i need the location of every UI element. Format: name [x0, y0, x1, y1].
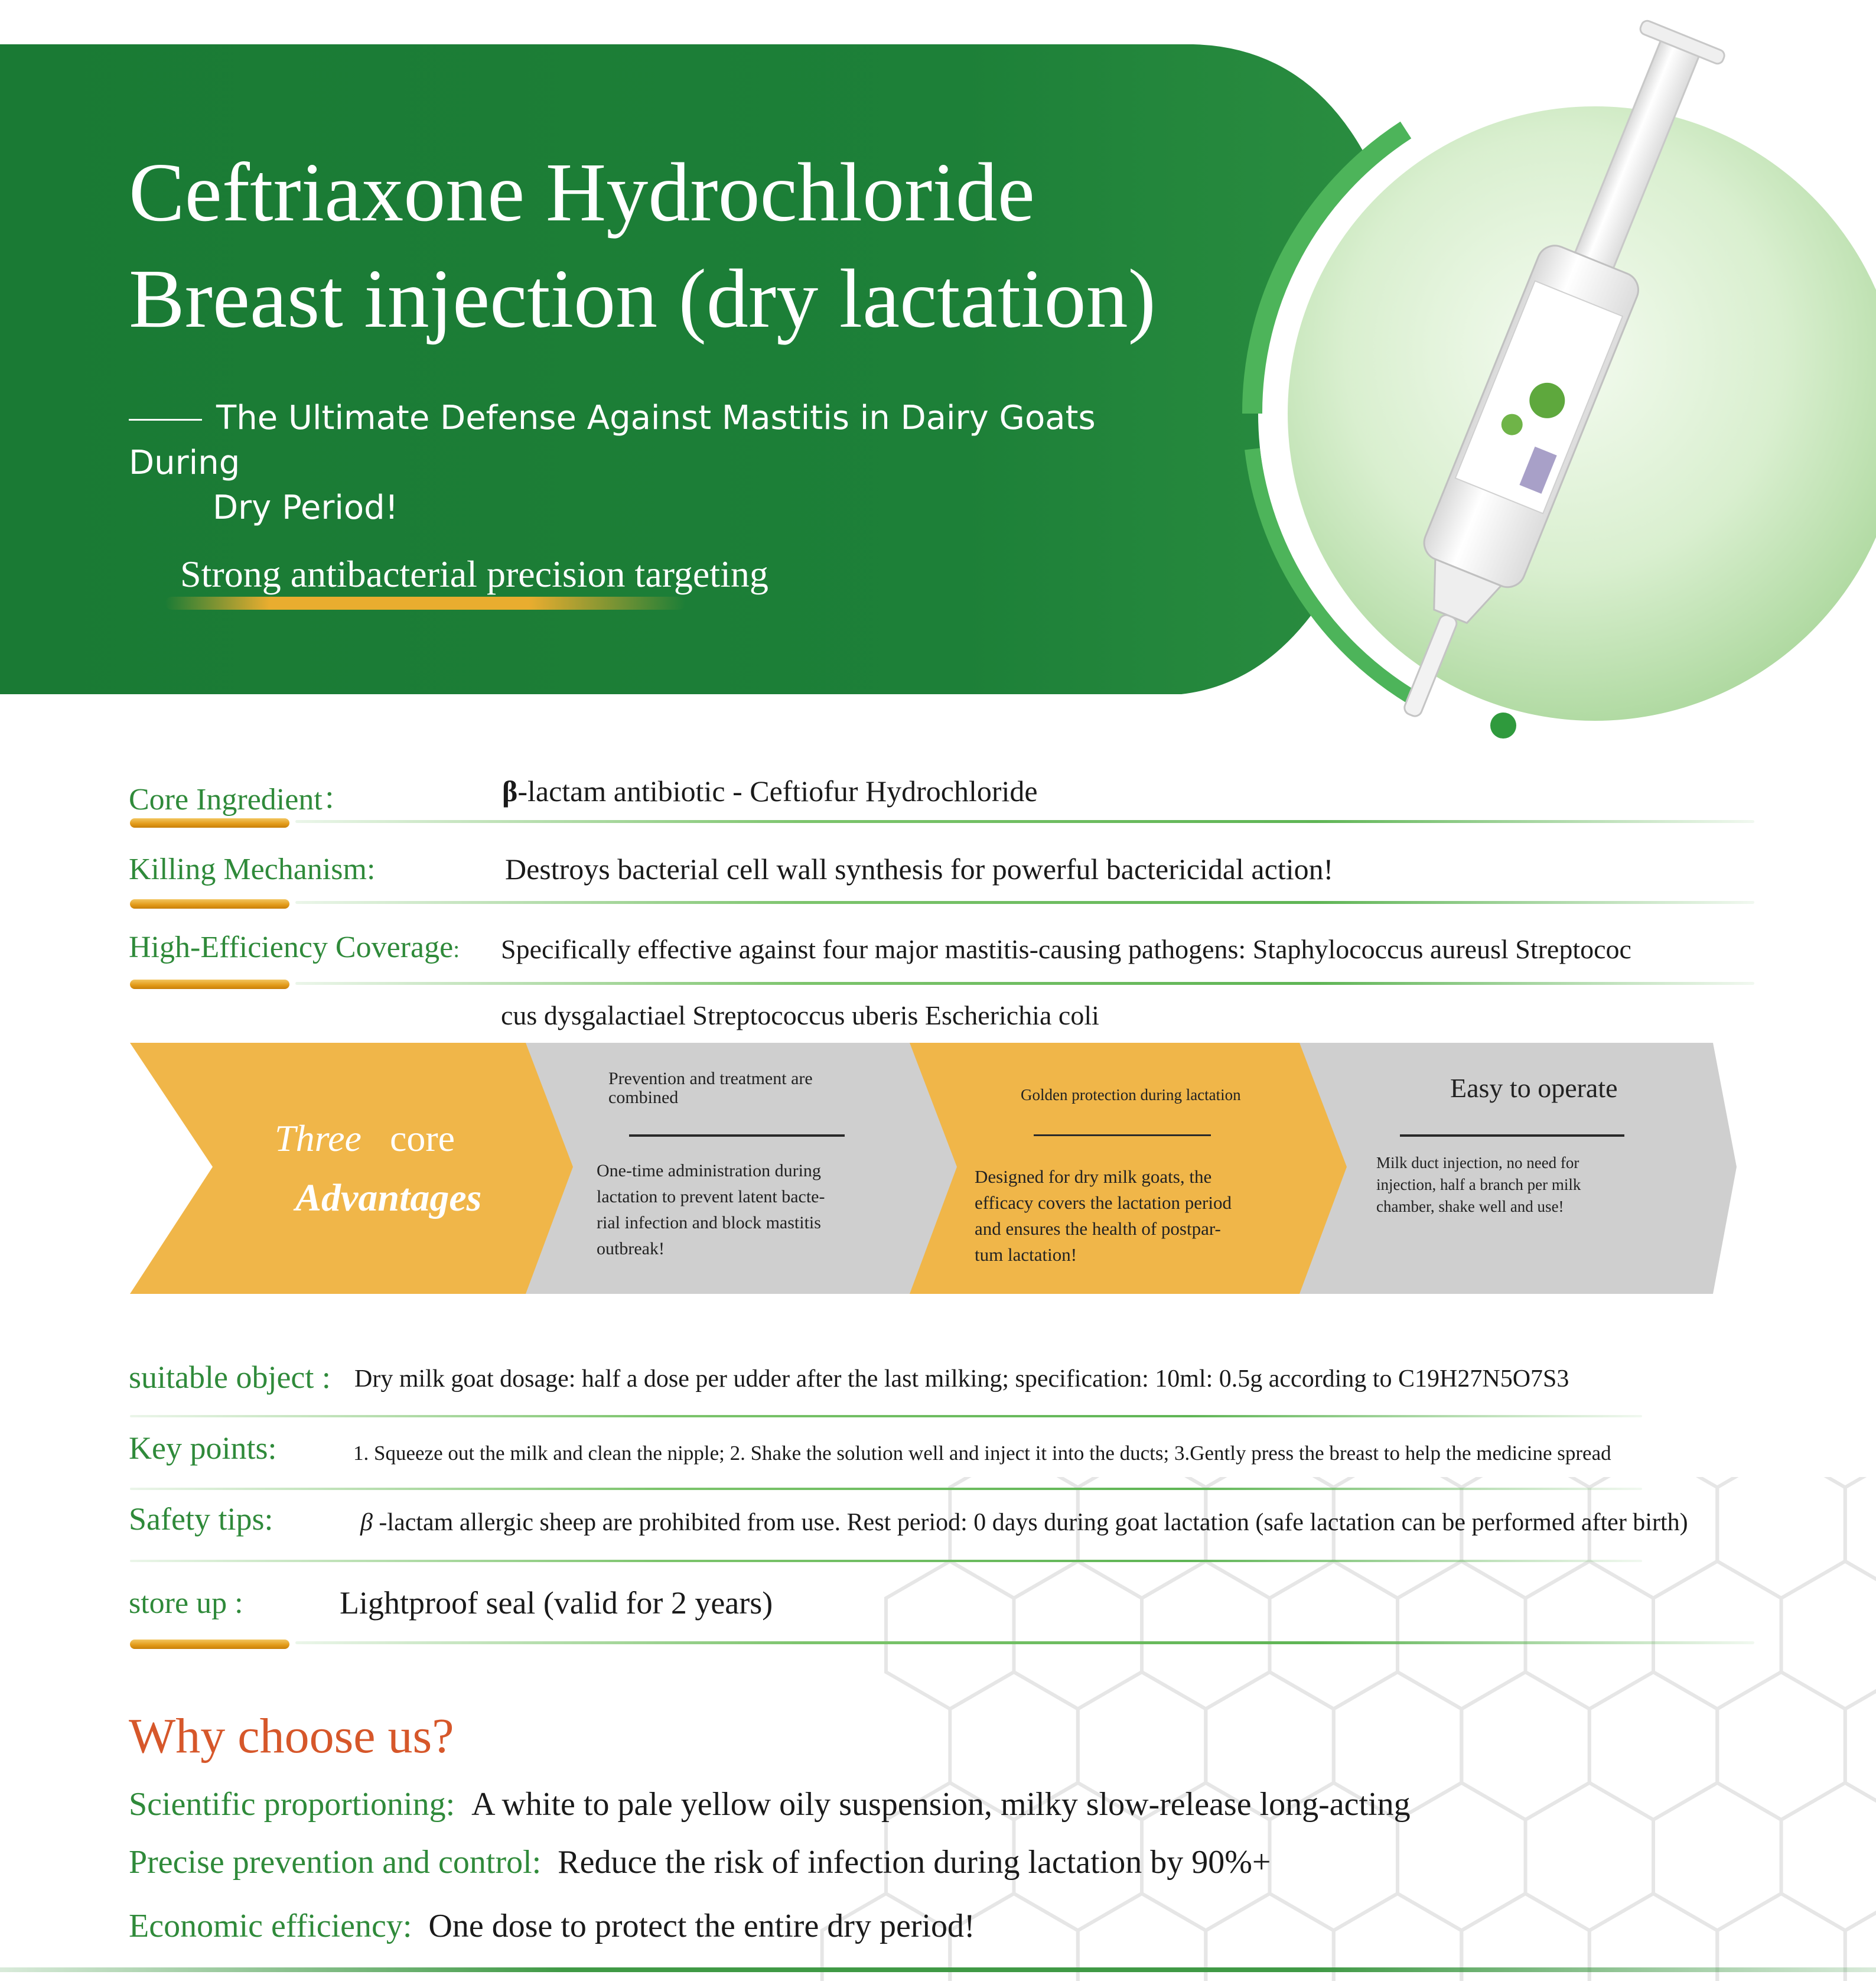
hexagon-shape: [1206, 1477, 1334, 1598]
advantage-3-heading: Easy to operate: [1450, 1073, 1618, 1103]
title-line-1: Ceftriaxone Hydrochloride: [129, 145, 1035, 239]
page-title: [129, 139, 1156, 352]
beta-symbol: β: [360, 1509, 373, 1536]
hexagon-shape: [1526, 1783, 1654, 1931]
advantage-1-body-line: rial infection and block mastitis: [597, 1213, 821, 1232]
hexagon-shape: [1334, 1477, 1462, 1598]
why-item-economic: [129, 1907, 975, 1945]
advantage-1-body-line: outbreak!: [597, 1239, 665, 1258]
advantage-3-divider: [1400, 1134, 1624, 1137]
label-accent-bar: [130, 899, 289, 909]
safety-tips-text: -lactam allergic sheep are prohibited from use. Rest period: 0 days during goat lactation (safe lactation can be performed after birth): [372, 1509, 1688, 1536]
tagline-underline: [165, 597, 685, 610]
hexagon-shape: [1270, 1562, 1398, 1709]
hexagon-shape: [1398, 1783, 1526, 1931]
why-choose-us-title: Why choose us?: [129, 1709, 454, 1764]
coverage-value-line-2: cus dysgalactiael Streptococcus uberis Escherichia coli: [501, 1000, 1099, 1030]
row-divider: [295, 982, 1754, 985]
hexagon-shape: [1014, 1562, 1142, 1709]
advantage-1-body-line: lactation to prevent latent bacte-: [597, 1187, 825, 1206]
advantage-2-body-line: Designed for dry milk goats, the: [975, 1166, 1212, 1187]
hexagon-shape: [1461, 1477, 1590, 1598]
subtitle-dash: [129, 419, 202, 421]
hexagon-shape: [1845, 1477, 1876, 1598]
killing-mechanism-value: Destroys bacterial cell wall synthesis for powerful bactericidal action!: [505, 853, 1334, 886]
safety-tips-label: Safety tips:: [129, 1501, 273, 1537]
coverage-value-line-1: Specifically effective against four major mastitis-causing pathogens: Staphylococcus aureusl Streptococ: [501, 934, 1631, 964]
hexagon-shape: [1590, 1477, 1718, 1598]
why-item-value: A white to pale yellow oily suspension, milky slow-release long-acting: [471, 1786, 1411, 1823]
key-points-label: Key points:: [129, 1430, 277, 1466]
hexagon-shape: [1142, 1562, 1270, 1709]
advantages-title-line-1: [275, 1117, 455, 1160]
hexagon-shape: [1717, 1672, 1845, 1820]
core-ingredient-label: Core Ingredient：: [129, 783, 353, 817]
why-item-label: Precise prevention and control:: [129, 1844, 542, 1881]
hero-banner: [0, 0, 1876, 739]
coverage-label: [129, 930, 460, 965]
hexagon-shape: [1717, 1477, 1845, 1598]
advantage-3-body-line: Milk duct injection, no need for: [1376, 1154, 1579, 1172]
row-divider: [295, 1641, 1754, 1644]
hero-tagline: Strong antibacterial precision targeting: [180, 553, 768, 595]
label-accent-bar: [130, 818, 289, 828]
advantages-title-core: core: [389, 1117, 455, 1159]
hexagon-shape: [886, 1562, 1014, 1709]
why-item-label: Economic efficiency:: [129, 1908, 412, 1944]
advantage-2-body-line: efficacy covers the lactation period: [975, 1192, 1232, 1213]
row-divider: [130, 1415, 1642, 1417]
hexagon-shape: [1590, 1672, 1718, 1820]
advantage-1-body-line: One-time administration during: [597, 1161, 821, 1180]
advantage-1-divider: [629, 1134, 845, 1137]
why-item-value: One dose to protect the entire dry period!: [428, 1908, 975, 1944]
hexagon-shape: [1653, 1562, 1781, 1709]
hexagon-shape: [1781, 1562, 1876, 1709]
advantage-1-heading-line-2: combined: [608, 1088, 679, 1107]
advantage-1-body: [597, 1158, 868, 1262]
core-ingredient-text: -lactam antibiotic - Ceftiofur Hydrochloride: [517, 775, 1038, 808]
bottom-divider: [0, 1967, 1876, 1972]
advantage-3-body-line: injection, half a branch per milk: [1376, 1176, 1581, 1193]
advantage-3-body-line: chamber, shake well and use!: [1376, 1198, 1564, 1215]
hexagon-shape: [1461, 1672, 1590, 1820]
row-divider: [130, 1488, 1642, 1490]
advantage-2-heading: Golden protection during lactation: [1021, 1086, 1241, 1104]
killing-mechanism-label: Killing Mechanism:: [129, 853, 376, 886]
advantage-1-heading: [608, 1069, 868, 1107]
why-item-scientific: [129, 1785, 1411, 1823]
key-points-value: 1. Squeeze out the milk and clean the nipple; 2. Shake the solution well and inject it into the ducts; 3.Gently press the breast to help the medicine spread: [353, 1442, 1611, 1465]
row-divider: [295, 901, 1754, 904]
core-ingredient-value: [502, 774, 1038, 808]
hexagon-shape: [1398, 1562, 1526, 1709]
advantage-2-divider: [1034, 1134, 1211, 1136]
suitable-object-label: suitable object :: [129, 1359, 331, 1395]
subtitle-line-2: Dry Period!: [213, 489, 399, 527]
hexagon-shape: [1526, 1562, 1654, 1709]
advantage-2-body: [975, 1164, 1270, 1268]
hexagon-shape: [1653, 1783, 1781, 1931]
subtitle-line-1: The Ultimate Defense Against Mastitis in Dairy Goats During: [129, 399, 1096, 482]
label-accent-bar: [130, 980, 289, 989]
advantage-2-body-line: and ensures the health of postpar-: [975, 1218, 1221, 1239]
store-up-value: Lightproof seal (valid for 2 years): [340, 1585, 773, 1621]
hexagon-shape: [1078, 1477, 1206, 1598]
beta-symbol: β: [502, 775, 518, 808]
label-accent-bar: [130, 1640, 289, 1649]
store-up-label: store up :: [129, 1586, 243, 1620]
advantage-2-body-line: tum lactation!: [975, 1244, 1077, 1265]
hexagon-shape: [1781, 1783, 1876, 1931]
hexagon-shape: [950, 1477, 1078, 1598]
coverage-label-text: High-Efficiency Coverage: [129, 931, 454, 964]
why-item-label: Scientific proportioning:: [129, 1786, 455, 1823]
row-divider: [130, 1560, 1642, 1562]
hero-subtitle: [129, 396, 1168, 531]
safety-tips-value: [360, 1508, 1688, 1537]
hero-background: [0, 0, 1876, 739]
advantages-title-line-2: Advantages: [295, 1176, 482, 1219]
advantage-3-body: [1376, 1152, 1636, 1218]
advantages-title-three: Three: [275, 1117, 361, 1159]
hexagon-pattern: [768, 1477, 1876, 1981]
why-item-value: Reduce the risk of infection during lactation by 90%+: [558, 1844, 1271, 1881]
coverage-colon: :: [453, 936, 460, 962]
why-item-precise: [129, 1843, 1271, 1881]
suitable-object-value: Dry milk goat dosage: half a dose per udder after the last milking; specification: 10ml: 0.5g according to C19H27N5O7S3: [354, 1365, 1569, 1393]
three-advantages-banner: [130, 1040, 1737, 1300]
title-line-2: Breast injection (dry lactation): [129, 252, 1156, 345]
advantage-1-heading-line-1: Prevention and treatment are: [608, 1069, 813, 1088]
row-divider: [295, 820, 1754, 823]
